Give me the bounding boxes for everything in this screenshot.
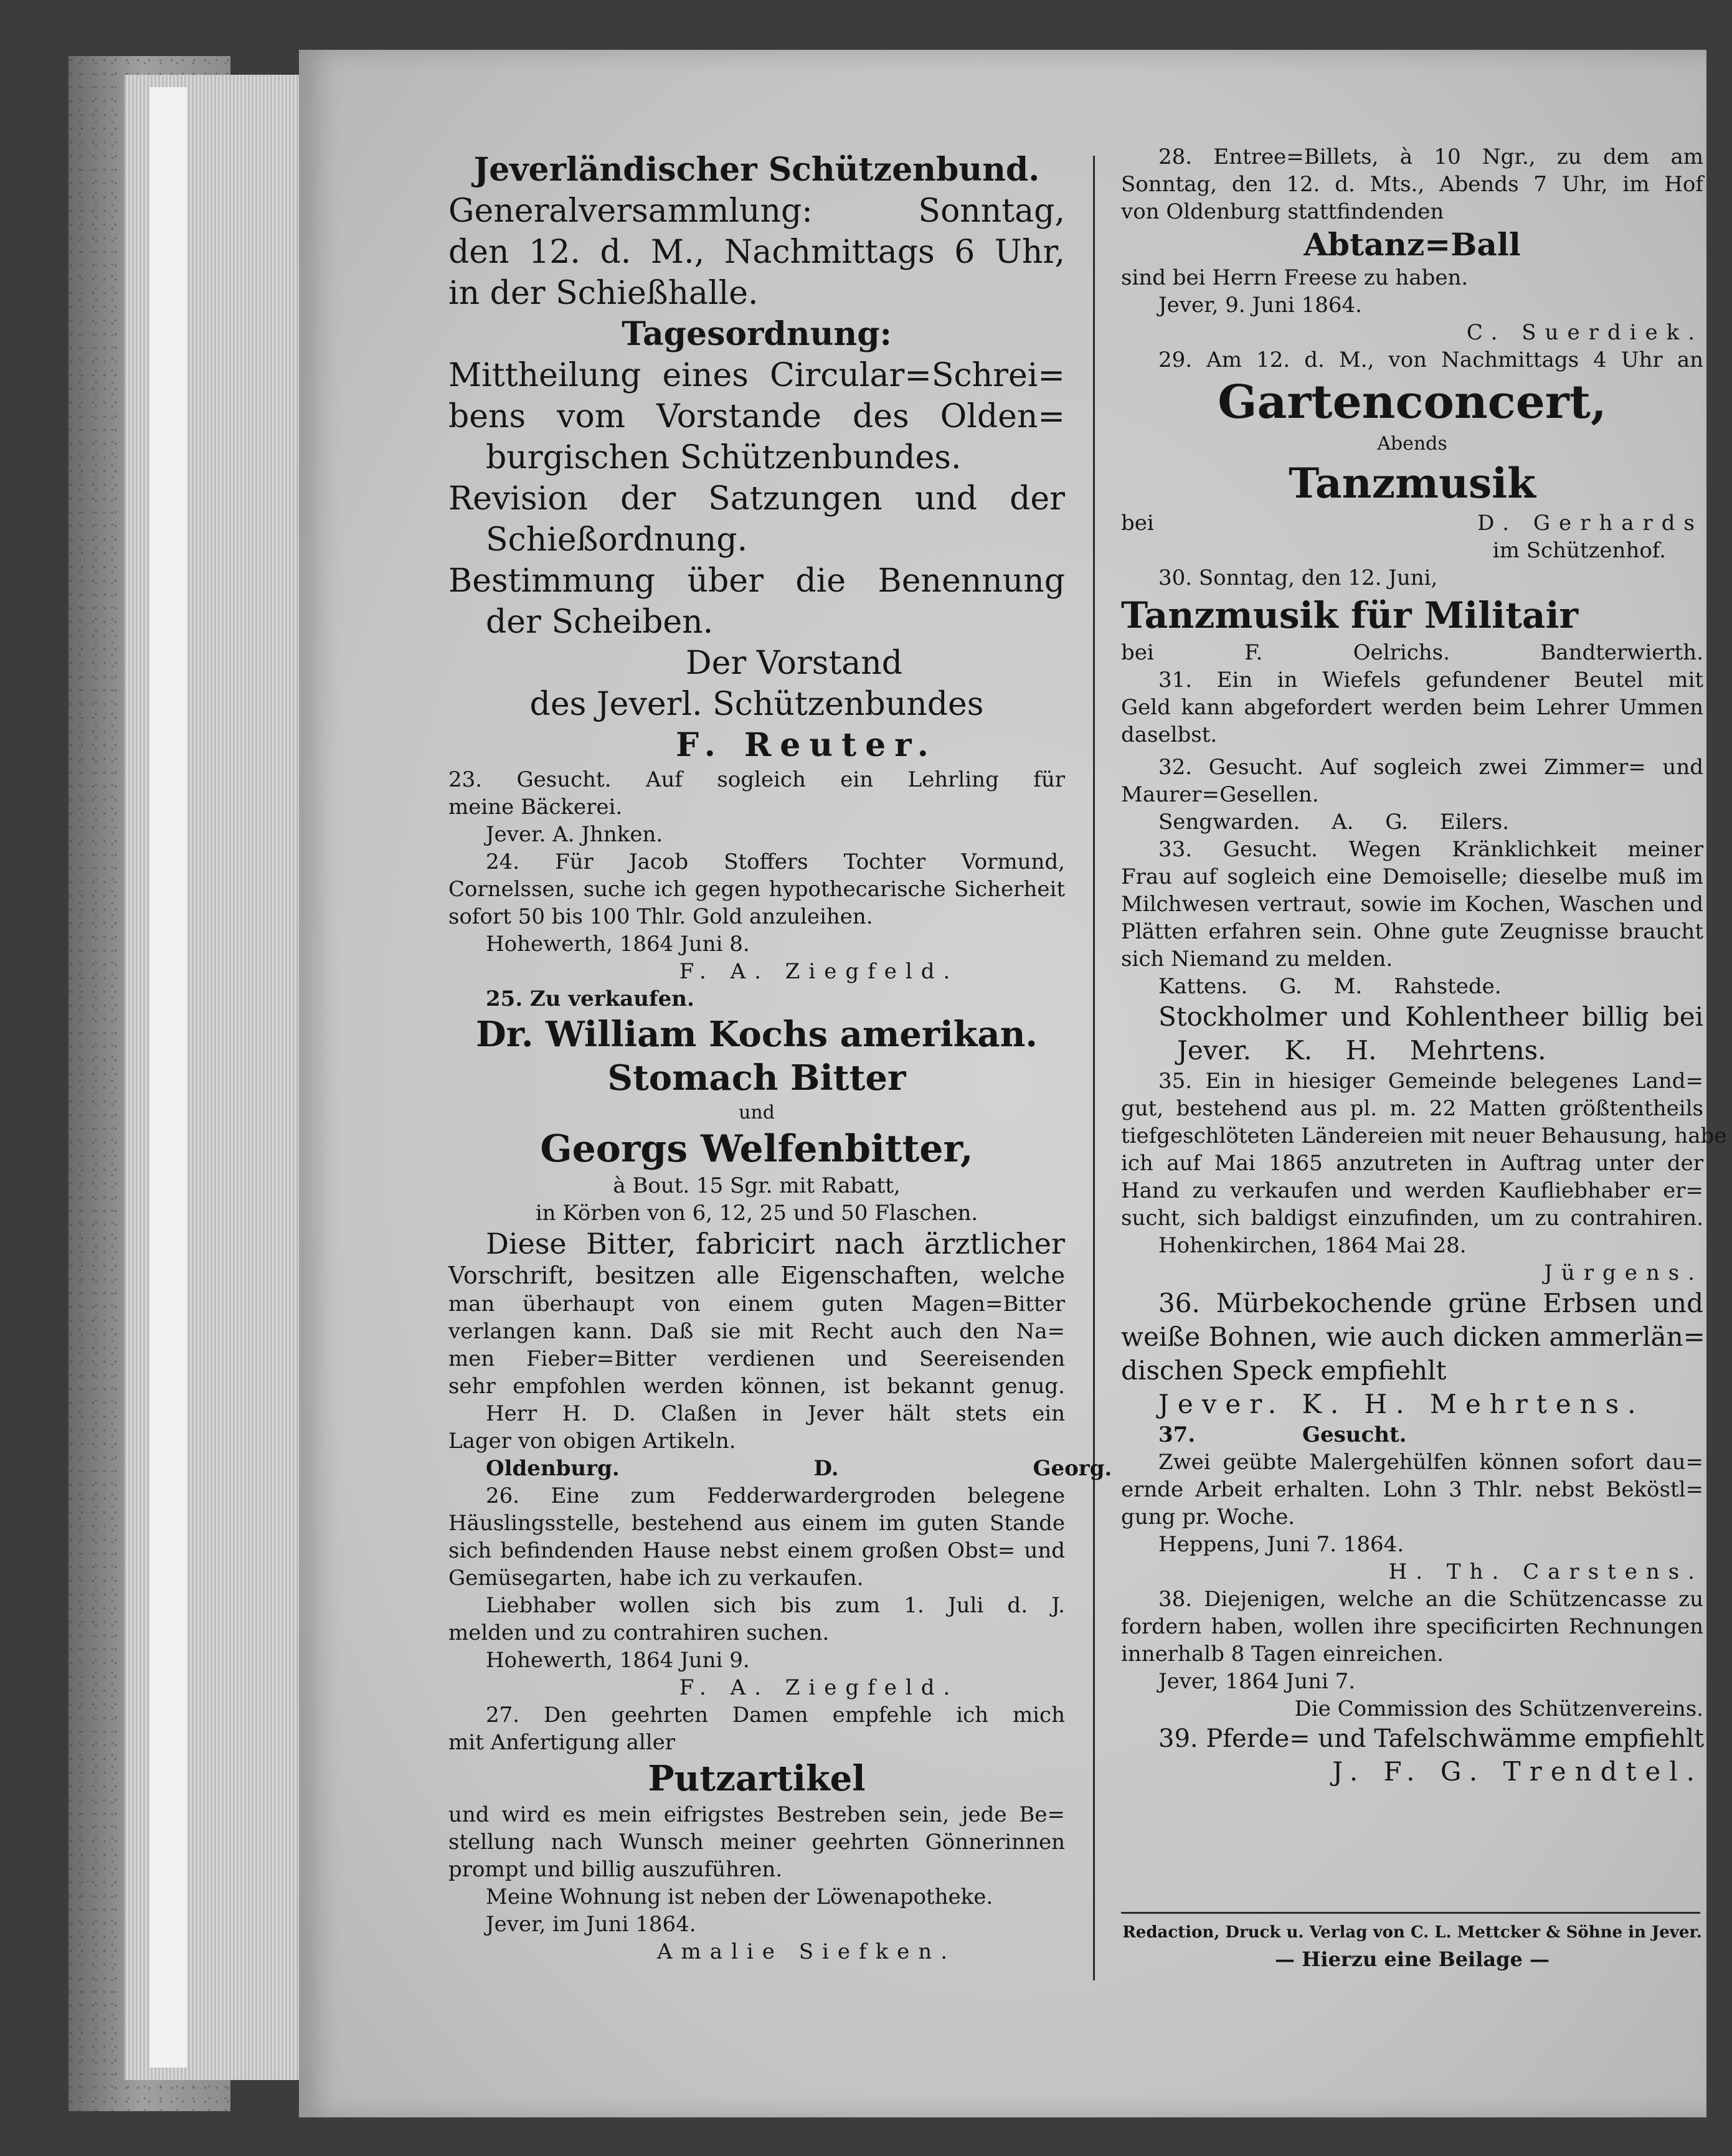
- agenda-line: burgischen Schützenbundes.: [486, 439, 962, 476]
- ad-37: ernde Arbeit erhalten. Lohn 3 Thlr. nebst Beköstl=: [1121, 1477, 1703, 1502]
- ad-26: Hohewerth, 1864 Juni 9.: [486, 1648, 750, 1673]
- ad-32: 32. Gesucht. Auf sogleich zwei Zimmer= und: [1158, 755, 1703, 780]
- ad-29: 29. Am 12. d. M., von Nachmittags 4 Uhr an: [1158, 348, 1703, 372]
- ad-38: innerhalb 8 Tagen einreichen.: [1121, 1642, 1444, 1667]
- ad-37-signature: H. Th. Carstens.: [1388, 1559, 1703, 1584]
- ad-33: sich Niemand zu melden.: [1121, 947, 1393, 972]
- ad-28-title: Abtanz=Ball: [1304, 226, 1521, 263]
- ad-24-signature: F. A. Ziegfeld.: [679, 959, 959, 984]
- ad-37: Zwei geübte Malergehülfen können sofort dau=: [1158, 1450, 1703, 1475]
- agenda-line: Schießordnung.: [486, 521, 748, 559]
- ad-24: Cornelssen, suche ich gegen hypothecarische Sicherheit: [448, 877, 1065, 902]
- ad-35: gut, bestehend aus pl. m. 22 Matten größtentheils: [1121, 1096, 1703, 1121]
- ad-27: und wird es mein eifrigstes Bestreben sein, jede Be=: [448, 1802, 1065, 1827]
- imprint-block: [1121, 1919, 1703, 1973]
- ad-35-signature: Jürgens.: [1544, 1260, 1703, 1285]
- ad-39-signature: J. F. G. Trendtel.: [1332, 1756, 1703, 1787]
- ad-24: Hohewerth, 1864 Juni 8.: [486, 932, 750, 957]
- ad-27: prompt und billig auszuführen.: [448, 1857, 783, 1882]
- ad-23: 23. Gesucht. Auf sogleich ein Lehrling für: [448, 767, 1065, 792]
- ad-35: sucht, sich baldigst einzufinden, um zu contrahiren.: [1121, 1206, 1703, 1231]
- ad-25-body: men Fieber=Bitter verdienen und Seereisenden: [448, 1346, 1065, 1371]
- agenda-line: Revision der Satzungen und der: [448, 480, 1065, 518]
- ad-25-body: verlangen kann. Daß sie mit Recht auch den Na=: [448, 1319, 1065, 1344]
- ad-24: 24. Für Jacob Stoffers Tochter Vormund,: [486, 849, 1065, 874]
- column-divider: [1093, 156, 1095, 1980]
- ad-38: Jever, 1864 Juni 7.: [1158, 1669, 1356, 1694]
- agenda-line: Mittheilung eines Circular=Schrei=: [448, 357, 1065, 394]
- ad-38: 38. Diejenigen, welche an die Schützencasse zu: [1158, 1587, 1703, 1612]
- ad-25-title: Georgs Welfenbitter,: [540, 1127, 973, 1171]
- ad-25-head: 25. Zu verkaufen.: [486, 986, 694, 1011]
- ad-23: meine Bäckerei.: [448, 795, 623, 820]
- ad-29-abends: Abends: [1377, 433, 1447, 455]
- ad-30-title: Tanzmusik für Militair: [1121, 594, 1579, 636]
- ad-35: ich auf Mai 1865 anzutreten in Auftrag unter der: [1121, 1151, 1703, 1176]
- ad-30-signature: bei F. Oelrichs. Bandterwierth.: [1121, 640, 1703, 665]
- ad-24: sofort 50 bis 100 Thlr. Gold anzuleihen.: [448, 904, 873, 929]
- ad-37: gung pr. Woche.: [1121, 1505, 1295, 1530]
- ad-28: 28. Entree=Billets, à 10 Ngr., zu dem am: [1158, 144, 1703, 169]
- intro-line: den 12. d. M., Nachmittags 6 Uhr,: [448, 234, 1065, 271]
- ad-25-body: Diese Bitter, fabricirt nach ärztlicher: [486, 1227, 1065, 1260]
- ad-27: Jever, im Juni 1864.: [486, 1912, 696, 1937]
- ad-36: dischen Speck empfiehlt: [1121, 1355, 1447, 1386]
- signature-line: Der Vorstand: [685, 645, 903, 682]
- ad-31: 31. Ein in Wiefels gefundener Beutel mit: [1158, 668, 1703, 693]
- ad-39: 39. Pferde= und Tafelschwämme empfiehlt: [1158, 1724, 1705, 1753]
- intro-line: Generalversammlung: Sonntag,: [448, 192, 1065, 230]
- ad-26: Liebhaber wollen sich bis zum 1. Juli d. J.: [486, 1593, 1065, 1618]
- ad-29-signature: im Schützenhof.: [1492, 538, 1666, 563]
- ad-26: 26. Eine zum Fedderwardergroden belegene: [486, 1483, 1065, 1508]
- ad-32-signature: Sengwarden. A. G. Eilers.: [1158, 810, 1510, 835]
- agenda-title: Tagesordnung:: [622, 315, 892, 353]
- ad-33-signature: Kattens. G. M. Rahstede.: [1158, 974, 1502, 999]
- left-column: [448, 149, 1112, 1965]
- ad-30: 30. Sonntag, den 12. Juni,: [1158, 565, 1438, 590]
- ad-26-signature: F. A. Ziegfeld.: [679, 1675, 959, 1700]
- paper-strip: [149, 87, 187, 2068]
- imprint: Redaction, Druck u. Verlag von C. L. Mettcker & Söhne in Jever.: [1122, 1923, 1702, 1942]
- ad-34: Stockholmer und Kohlentheer billig bei: [1158, 1001, 1703, 1032]
- agenda-line: Bestimmung über die Benennung: [448, 562, 1065, 600]
- ad-32: Maurer=Gesellen.: [1121, 782, 1319, 807]
- ad-38-signature: Die Commission des Schützenvereins.: [1294, 1696, 1703, 1721]
- ad-25-body: man überhaupt von einem guten Magen=Bitter: [448, 1292, 1065, 1317]
- ad-23-signature: Jever. A. Jhnken.: [486, 822, 663, 847]
- ad-25-price: in Körben von 6, 12, 25 und 50 Flaschen.: [535, 1201, 978, 1226]
- ad-25-price: à Bout. 15 Sgr. mit Rabatt,: [613, 1173, 901, 1198]
- ad-27-title: Putzartikel: [648, 1758, 866, 1799]
- ad-26: sich befindenden Hause nebst einem großen Obst= und: [448, 1538, 1065, 1563]
- agenda-line: bens vom Vorstande des Olden=: [448, 398, 1065, 435]
- ad-28: von Oldenburg stattfindenden: [1121, 199, 1444, 224]
- ad-28: sind bei Herrn Freese zu haben.: [1121, 265, 1469, 290]
- ad-25-signature: Oldenburg. D. Georg.: [486, 1456, 1112, 1481]
- ad-27: 27. Den geehrten Damen empfehle ich mich: [486, 1703, 1065, 1728]
- ad-25-title: Dr. William Kochs amerikan.: [476, 1014, 1038, 1055]
- ad-25-body: Lager von obigen Artikeln.: [448, 1429, 736, 1454]
- ad-26: Häuslingsstelle, bestehend aus einem im guten Stande: [448, 1511, 1065, 1536]
- ad-35: Hand zu verkaufen und werden Kaufliebhaber er=: [1121, 1178, 1703, 1203]
- right-column: [1121, 143, 1727, 1789]
- ad-27: Meine Wohnung ist neben der Löwenapotheke.: [486, 1884, 993, 1909]
- ad-33: Frau auf sogleich eine Demoiselle; dieselbe muß im: [1121, 864, 1703, 889]
- ad-27: stellung nach Wunsch meiner geehrten Gönnerinnen: [448, 1830, 1065, 1855]
- ad-29-bei-label: bei: [1121, 511, 1154, 536]
- ad-33: Plätten erfahren sein. Ohne gute Zeugnisse braucht: [1121, 919, 1703, 944]
- ad-25-title: Stomach Bitter: [607, 1057, 906, 1099]
- agenda-line: der Scheiben.: [486, 603, 714, 641]
- ad-25-body: sehr empfohlen werden können, ist bekannt genug.: [448, 1374, 1065, 1399]
- ad-29-title: Tanzmusik: [1289, 459, 1536, 508]
- ad-25-und: und: [739, 1102, 775, 1123]
- ad-33: Milchwesen vertraut, sowie im Kochen, Waschen und: [1121, 892, 1703, 917]
- ad-28: Jever, 9. Juni 1864.: [1158, 293, 1362, 318]
- ad-33: 33. Gesucht. Wegen Kränklichkeit meiner: [1158, 837, 1703, 862]
- signature-line: des Jeverl. Schützenbundes: [529, 686, 984, 723]
- ad-27-signature: Amalie Siefken.: [656, 1939, 957, 1964]
- ad-29-title: Gartenconcert,: [1218, 376, 1607, 429]
- ad-37: Heppens, Juni 7. 1864.: [1158, 1532, 1404, 1557]
- ad-27: mit Anfertigung aller: [448, 1730, 676, 1755]
- ad-35: 35. Ein in hiesiger Gemeinde belegenes Land=: [1158, 1069, 1703, 1094]
- ad-26: melden und zu contrahiren suchen.: [448, 1620, 830, 1645]
- ad-25-body: Vorschrift, besitzen alle Eigenschaften, welche: [448, 1262, 1065, 1289]
- ad-29-bei: [1121, 509, 1703, 537]
- ad-35: Hohenkirchen, 1864 Mai 28.: [1158, 1233, 1467, 1258]
- ad-25-body: Herr H. D. Claßen in Jever hält stets ein: [486, 1401, 1065, 1426]
- ad-35: tiefgeschlöteten Ländereien mit neuer Behausung, habe: [1121, 1123, 1727, 1148]
- ad-31: Geld kann abgefordert werden beim Lehrer Ummen: [1121, 695, 1703, 720]
- ad-36: weiße Bohnen, wie auch dicken ammerlän=: [1121, 1321, 1705, 1352]
- ad-31: daselbst.: [1121, 722, 1218, 747]
- page-edges: [125, 75, 311, 2080]
- ad-28-signature: C. Suerdiek.: [1466, 320, 1703, 345]
- ad-34-signature: Jever. K. H. Mehrtens.: [1177, 1035, 1546, 1066]
- ad-36: 36. Mürbekochende grüne Erbsen und: [1158, 1288, 1703, 1318]
- imprint-rule: [1121, 1912, 1700, 1914]
- ad-26: Gemüsegarten, habe ich zu verkaufen.: [448, 1566, 864, 1591]
- intro-line: in der Schießhalle.: [448, 275, 759, 312]
- ad-37-head: 37. Gesucht.: [1158, 1422, 1407, 1447]
- beilage-note: — Hierzu eine Beilage —: [1275, 1947, 1550, 1971]
- ad-38: fordern haben, wollen ihre specificirten Rechnungen: [1121, 1614, 1703, 1639]
- heading-schuetzenbund: Jeverländischer Schützenbund.: [473, 151, 1040, 189]
- ad-28: Sonntag, den 12. d. Mts., Abends 7 Uhr, im Hof: [1121, 172, 1703, 197]
- ad-29-signature: D. Gerhards: [1477, 511, 1703, 536]
- signature-name: F. Reuter.: [676, 726, 937, 764]
- ad-36-signature: Jever. K. H. Mehrtens.: [1158, 1389, 1645, 1419]
